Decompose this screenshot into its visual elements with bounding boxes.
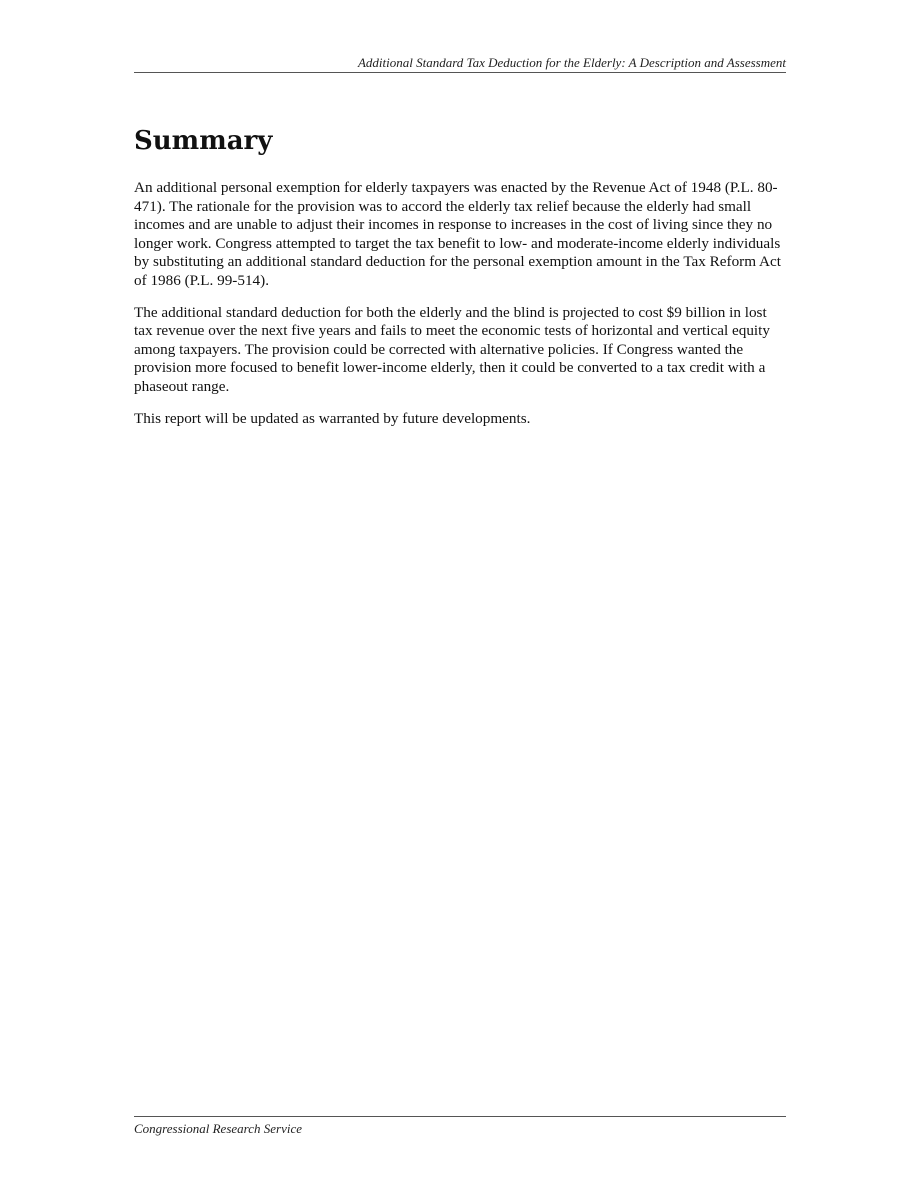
summary-paragraph-3: This report will be updated as warranted by future developments. [134, 409, 531, 427]
summary-paragraph-1: An additional personal exemption for elderly taxpayers was enacted by the Revenue Act of 1948 (P.L. 80-471). The rationale for the provision was to accord the elderly tax relief because the elderly had small incomes and are unable to adjust their incomes in response to increases in the cost of living since they no longer work. Congress attempted to target the tax benefit to low- and moderate-income elderly individuals by substituting an additional standard deduction for the personal exemption amount in the Tax Reform Act of 1986 (P.L. 99-514). [134, 179, 781, 289]
header-rule [134, 72, 786, 73]
page-title: Summary [134, 126, 273, 156]
running-header: Additional Standard Tax Deduction for the Elderly: A Description and Assessment [357, 55, 786, 70]
footer-rule [134, 1116, 786, 1117]
running-footer: Congressional Research Service [134, 1121, 302, 1136]
summary-paragraph-2: The additional standard deduction for both the elderly and the blind is projected to cost $9 billion in lost tax revenue over the next five years and fails to meet the economic tests of horizontal and vertical equity among taxpayers. The provision could be corrected with alternative policies. If Congress wanted the provision more focused to benefit lower-income elderly, then it could be converted to a tax credit with a phaseout range. [134, 303, 770, 395]
summary-body [134, 179, 789, 441]
